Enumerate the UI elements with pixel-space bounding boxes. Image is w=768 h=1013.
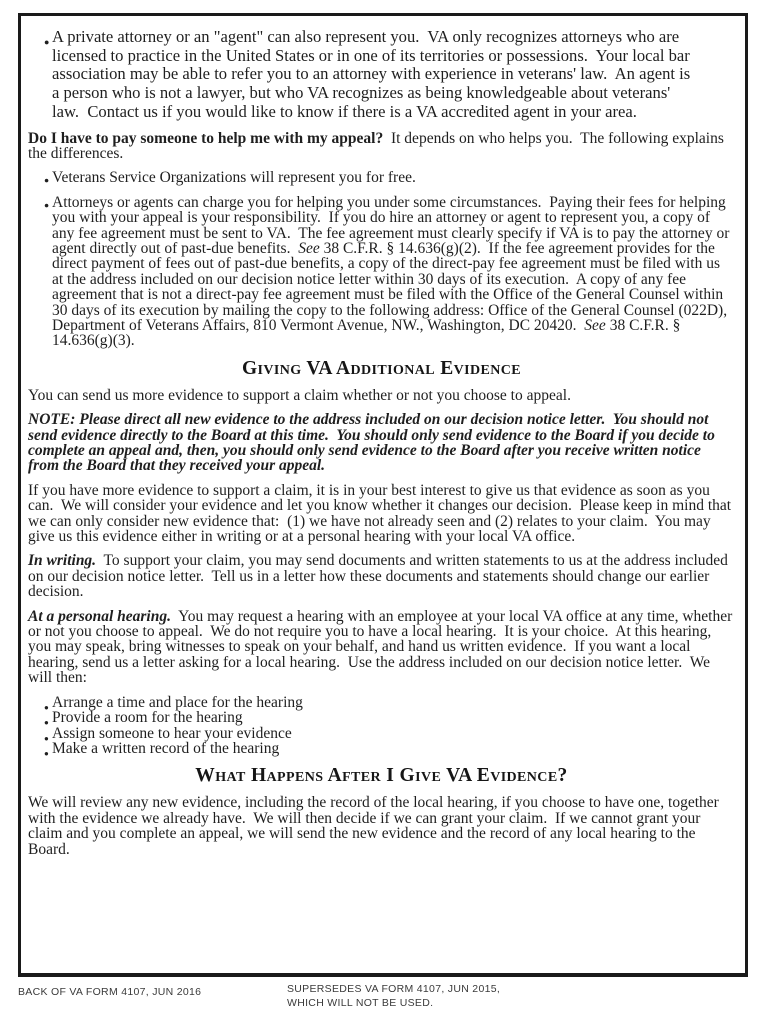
text-run: See (584, 316, 606, 334)
form-id-footer: BACK OF VA FORM 4107, JUN 2016 (18, 986, 202, 998)
section-heading: What Happens After I Give VA Evidence? (195, 765, 568, 787)
text-run: Assign someone to hear your evidence (52, 724, 292, 742)
bullet-list (28, 28, 735, 122)
text-run: At a personal hearing. (28, 607, 171, 625)
paragraph (28, 388, 735, 403)
text-run: You can send us more evidence to support a claim whether or not you choose to appeal. (28, 386, 571, 404)
supersedes-note (287, 982, 500, 1010)
text-run: 38 C.F.R. § 14.636(g)(3). (52, 316, 681, 350)
text-run: You may request a hearing with an employee at your local VA office at any time, whether or not you choose to appeal. We do not require you to have a local hearing. It is your choice. At this hearing, you may speak, bring witnesses to speak on your behalf, and hand us written evidence. If you want a local hearing, send us a letter asking for a local hearing. Use the address included on our decision notice letter. We will then: (28, 607, 733, 687)
paragraph (28, 795, 735, 857)
paragraph (28, 412, 735, 474)
text-run: In writing. (28, 552, 97, 570)
bullet-item (28, 710, 735, 725)
text-run: See (298, 239, 320, 257)
text-run: NOTE: Please direct all new evidence to the address included on our decision notice letter. You should not send evidence directly to the Board at this time. You should only send evidence to the Board if you decide to complete an appeal and, then, you should only send evidence to the Board after you receive written notice from the Board that they received your appeal. (28, 411, 715, 475)
text-run: To support your claim, you may send documents and written statements to us at the address included on our decision notice letter. Tell us in a letter how these documents and statements should change our earlier decision. (28, 552, 728, 601)
section-heading: Giving VA Additional Evidence (241, 357, 522, 379)
text-run: It depends on who helps you. The following explains the differences. (28, 129, 724, 162)
text-run: Do I have to pay someone to help me with my appeal? (28, 129, 384, 147)
text-run: Arrange a time and place for the hearing (52, 693, 303, 711)
form-content (28, 28, 735, 857)
paragraph (28, 131, 735, 162)
text-run: Provide a room for the hearing (52, 709, 243, 727)
text-run: Veterans Service Organizations will represent you for free. (52, 169, 416, 187)
text-run: If you have more evidence to support a claim, it is in your best interest to give us that evidence as soon as you can. We will consider your evidence and let you know whether it changes our decision. Please keep in mind that we can only consider new evidence that: (1) we have not already seen and (2) relates to your claim. You may give us this evidence either in writing or at a personal hearing with your local VA office. (28, 481, 732, 546)
bullet-item (28, 170, 735, 185)
text-run: A private attorney or an "agent" can also represent you. VA only recognizes attorneys who are licensed to practice in the United States or in one of its territories or possessions. Your local bar association may be able to refer you to an attorney with experience in veterans' law. An agent is a person who is not a lawyer, but who VA recognizes as being knowledgeable about veterans' law. Contact us if you would like to know if there is a VA accredited agent in your area. (52, 27, 691, 121)
bullet-item (28, 195, 735, 349)
bullet-list (28, 695, 735, 757)
bullet-item (28, 28, 735, 122)
bullet-list (28, 170, 735, 348)
text-run: We will review any new evidence, including the record of the local hearing, if you choose to have one, together with the evidence we already have. We will then decide if we can grant your claim. If we cannot grant your claim and you complete an appeal, we will send the new evidence and the record of any local hearing to the Board. (28, 794, 719, 858)
paragraph (28, 553, 735, 599)
supersedes-line2: WHICH WILL NOT BE USED. (287, 997, 434, 1009)
text-run: 38 C.F.R. § 14.636(g)(2). If the fee agreement provides for the direct payment of fees out of past-due benefits, a copy of the direct-pay fee agreement must be filed with us at the address included on our decision notice letter within 30 days of its execution. A copy of any fee agreement that is not a direct-pay fee agreement must be filed with the Office of the General Counsel within 30 days of its execution by mailing the copy to the following address: Office of the General Counsel (022D), Department of Veterans Affairs, 810 Vermont Avenue, NW., Washington, DC 20420. (52, 239, 728, 334)
supersedes-line1: SUPERSEDES VA FORM 4107, JUN 2015, (287, 983, 501, 995)
bullet-item (28, 741, 735, 756)
form-border-box (18, 13, 748, 977)
bullet-item (28, 726, 735, 741)
text-run: Make a written record of the hearing (52, 739, 280, 757)
bullet-item (28, 695, 735, 710)
paragraph (28, 609, 735, 686)
paragraph (28, 483, 735, 545)
text-run: Attorneys or agents can charge you for helping you under some circumstances. Paying their fees for helping you with your appeal is your responsibility. If you do hire an attorney or agent to represent you, a copy of any fee agreement must be sent to VA. The fee agreement must clearly specify if VA is to pay the attorney or agent directly out of past-due benefits. (52, 193, 730, 257)
